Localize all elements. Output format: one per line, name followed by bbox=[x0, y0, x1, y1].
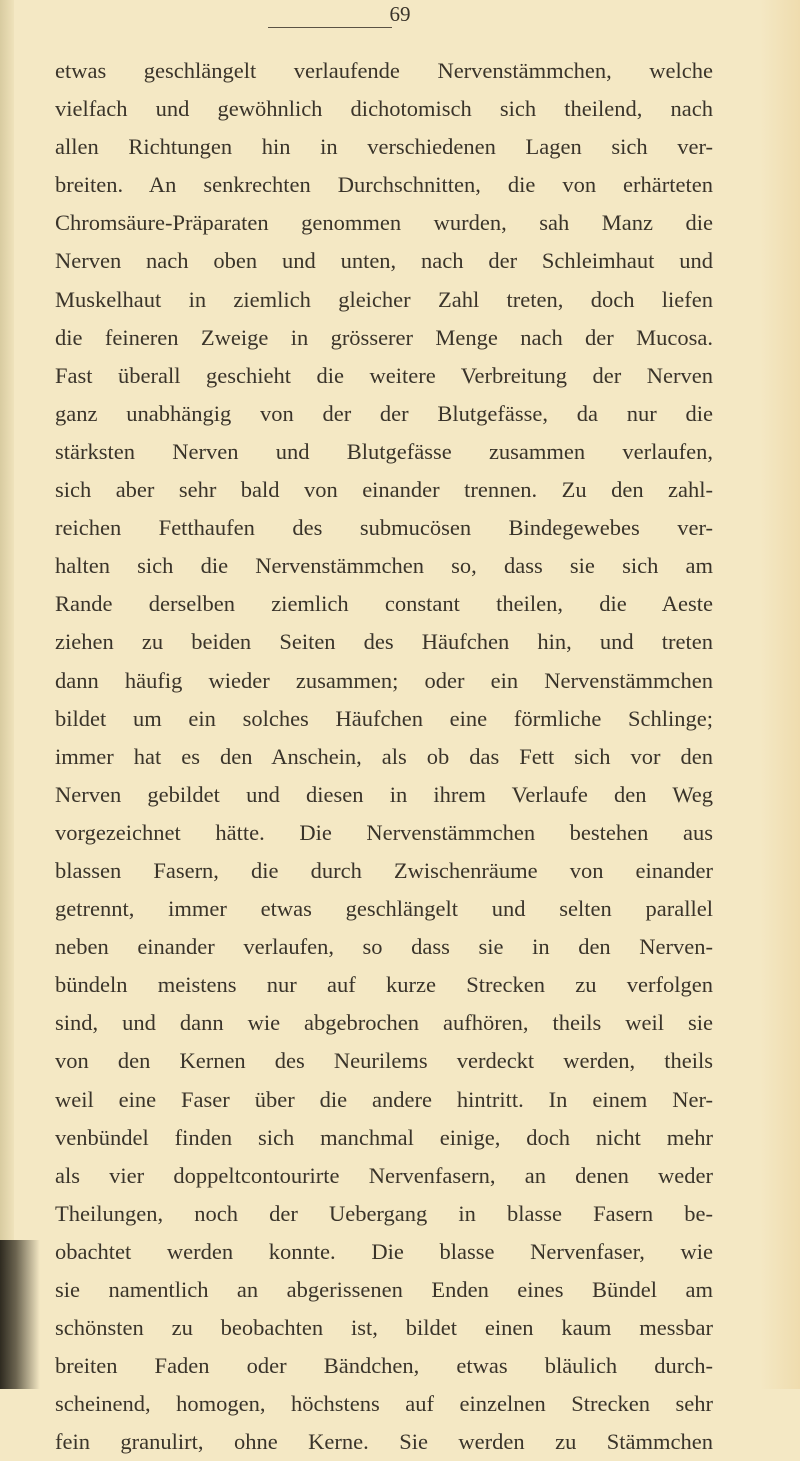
text-line: blassen Fasern, die durch Zwischenräume von einander bbox=[55, 857, 713, 883]
text-line: die feineren Zweige in grösserer Menge nach der Mucosa. bbox=[55, 324, 713, 350]
text-line: sie namentlich an abgerissenen Enden eines Bündel am bbox=[55, 1277, 713, 1302]
text-line: Nerven gebildet und diesen in ihrem Verlaufe den Weg bbox=[55, 781, 713, 807]
text-line: Nerven nach oben und unten, nach der Schleimhaut und bbox=[55, 248, 713, 274]
text-line: breiten Faden oder Bändchen, etwas bläulich durch- bbox=[55, 1353, 713, 1379]
text-line: immer hat es den Anschein, als ob das Fett sich vor den bbox=[55, 743, 713, 769]
text-line: halten sich die Nervenstämmchen so, dass sie sich am bbox=[55, 553, 713, 579]
text-line: Theilungen, noch der Uebergang in blasse Fasern be- bbox=[55, 1200, 713, 1226]
text-line: bildet um ein solches Häufchen eine förmliche Schlinge; bbox=[55, 705, 713, 731]
text-line: dann häufig wieder zusammen; oder ein Nervenstämmchen bbox=[55, 667, 713, 693]
header-rule bbox=[268, 27, 392, 28]
text-line: Chromsäure-Präparaten genommen wurden, sah Manz die bbox=[55, 210, 713, 236]
text-line: ganz unabhängig von der der Blutgefässe, da nur die bbox=[55, 400, 713, 426]
page-edge bbox=[0, 0, 14, 1389]
text-line: sind, und dann wie abgebrochen aufhören, theils weil sie bbox=[55, 1010, 713, 1036]
text-line: als vier doppeltcontourirte Nervenfasern, an denen weder bbox=[55, 1162, 713, 1188]
text-line: obachtet werden konnte. Die blasse Nervenfaser, wie bbox=[55, 1238, 713, 1264]
page-number: 69 bbox=[389, 2, 411, 26]
text-line: neben einander verlaufen, so dass sie in den Nerven- bbox=[55, 934, 713, 960]
text-line: scheinend, homogen, höchstens auf einzelnen Strecken sehr bbox=[55, 1391, 713, 1417]
text-line: fein granulirt, ohne Kerne. Sie werden zu Stämmchen bbox=[55, 1429, 713, 1455]
body-text bbox=[55, 52, 713, 1461]
binding-shadow bbox=[0, 1240, 40, 1389]
text-line: getrennt, immer etwas geschlängelt und selten parallel bbox=[55, 896, 713, 922]
text-line: ziehen zu beiden Seiten des Häufchen hin, und treten bbox=[55, 629, 713, 655]
text-line: vielfach und gewöhnlich dichotomisch sich theilend, nach bbox=[55, 96, 713, 122]
text-line: stärksten Nerven und Blutgefässe zusammen verlaufen, bbox=[55, 438, 713, 464]
text-line: etwas geschlängelt verlaufende Nervenstämmchen, welche bbox=[55, 58, 713, 83]
text-line: Fast überall geschieht die weitere Verbreitung der Nerven bbox=[55, 362, 713, 388]
text-line: breiten. An senkrechten Durchschnitten, die von erhärteten bbox=[55, 172, 713, 198]
page-shadow bbox=[760, 0, 800, 1389]
text-line: reichen Fetthaufen des submucösen Bindegewebes ver- bbox=[55, 515, 713, 541]
text-line: von den Kernen des Neurilems verdeckt werden, theils bbox=[55, 1048, 713, 1074]
text-line: vorgezeichnet hätte. Die Nervenstämmchen bestehen aus bbox=[55, 819, 713, 845]
text-line: Rande derselben ziemlich constant theilen, die Aeste bbox=[55, 591, 713, 617]
text-line: sich aber sehr bald von einander trennen. Zu den zahl- bbox=[55, 477, 713, 503]
text-line: allen Richtungen hin in verschiedenen Lagen sich ver- bbox=[55, 134, 713, 160]
text-line: bündeln meistens nur auf kurze Strecken zu verfolgen bbox=[55, 972, 713, 998]
text-line: weil eine Faser über die andere hintritt. In einem Ner- bbox=[55, 1086, 713, 1112]
text-line: schönsten zu beobachten ist, bildet einen kaum messbar bbox=[55, 1315, 713, 1341]
text-line: venbündel finden sich manchmal einige, doch nicht mehr bbox=[55, 1124, 713, 1150]
text-line: Muskelhaut in ziemlich gleicher Zahl treten, doch liefen bbox=[55, 286, 713, 312]
